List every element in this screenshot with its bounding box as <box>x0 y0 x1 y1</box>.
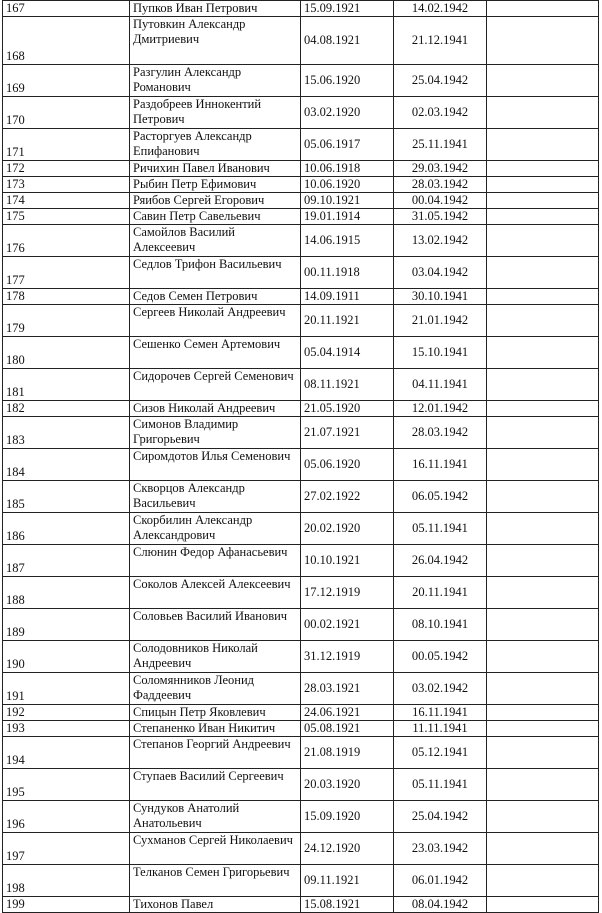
table-row <box>3 609 599 641</box>
birth-date: 15.09.1920 <box>301 801 394 833</box>
person-name: Спицын Петр Яковлевич <box>130 705 301 721</box>
row-number: 170 <box>3 97 130 129</box>
empty-cell <box>487 65 599 97</box>
table-body <box>3 1 599 913</box>
person-name: Симонов Владимир Григорьевич <box>130 417 301 449</box>
person-name: Седов Семен Петрович <box>130 289 301 305</box>
row-number: 193 <box>3 721 130 737</box>
death-date: 14.02.1942 <box>394 1 487 17</box>
person-name: Пупков Иван Петрович <box>130 1 301 17</box>
birth-date: 09.10.1921 <box>301 193 394 209</box>
row-number: 196 <box>3 801 130 833</box>
empty-cell <box>487 417 599 449</box>
person-name: Сиромдотов Илья Семенович <box>130 449 301 481</box>
death-date: 11.11.1941 <box>394 721 487 737</box>
birth-date: 24.06.1921 <box>301 705 394 721</box>
table-row <box>3 177 599 193</box>
table-row <box>3 737 599 769</box>
death-date: 28.03.1942 <box>394 177 487 193</box>
person-name: Седлов Трифон Васильевич <box>130 257 301 289</box>
birth-date: 21.05.1920 <box>301 401 394 417</box>
birth-date: 17.12.1919 <box>301 577 394 609</box>
birth-date: 09.11.1921 <box>301 865 394 897</box>
person-name: Телканов Семен Григорьевич <box>130 865 301 897</box>
table-row <box>3 193 599 209</box>
table-row <box>3 417 599 449</box>
row-number: 179 <box>3 305 130 337</box>
table-row <box>3 225 599 257</box>
table-row <box>3 97 599 129</box>
birth-date: 20.02.1920 <box>301 513 394 545</box>
empty-cell <box>487 257 599 289</box>
death-date: 08.04.1942 <box>394 897 487 913</box>
death-date: 20.11.1941 <box>394 577 487 609</box>
empty-cell <box>487 705 599 721</box>
empty-cell <box>487 289 599 305</box>
person-name: Ричихин Павел Иванович <box>130 161 301 177</box>
birth-date: 10.10.1921 <box>301 545 394 577</box>
table-row <box>3 897 599 913</box>
table-row <box>3 577 599 609</box>
empty-cell <box>487 17 599 65</box>
row-number: 182 <box>3 401 130 417</box>
person-name: Скорбилин Александр Александрович <box>130 513 301 545</box>
row-number: 197 <box>3 833 130 865</box>
death-date: 05.12.1941 <box>394 737 487 769</box>
death-date: 13.02.1942 <box>394 225 487 257</box>
row-number: 192 <box>3 705 130 721</box>
empty-cell <box>487 481 599 513</box>
birth-date: 31.12.1919 <box>301 641 394 673</box>
empty-cell <box>487 865 599 897</box>
person-name: Соколов Алексей Алексеевич <box>130 577 301 609</box>
birth-date: 27.02.1922 <box>301 481 394 513</box>
birth-date: 10.06.1920 <box>301 177 394 193</box>
empty-cell <box>487 1 599 17</box>
row-number: 175 <box>3 209 130 225</box>
row-number: 172 <box>3 161 130 177</box>
person-name: Солодовников Николай Андреевич <box>130 641 301 673</box>
row-number: 171 <box>3 129 130 161</box>
person-name: Соловьев Василий Иванович <box>130 609 301 641</box>
death-date: 25.04.1942 <box>394 801 487 833</box>
death-date: 06.05.1942 <box>394 481 487 513</box>
table-row <box>3 545 599 577</box>
person-name: Скворцов Александр Васильевич <box>130 481 301 513</box>
death-date: 16.11.1941 <box>394 449 487 481</box>
birth-date: 00.02.1921 <box>301 609 394 641</box>
table-row <box>3 209 599 225</box>
table-row <box>3 369 599 401</box>
table-row <box>3 705 599 721</box>
empty-cell <box>487 737 599 769</box>
empty-cell <box>487 337 599 369</box>
table-row <box>3 401 599 417</box>
birth-date: 15.06.1920 <box>301 65 394 97</box>
birth-date: 05.06.1917 <box>301 129 394 161</box>
birth-date: 14.06.1915 <box>301 225 394 257</box>
person-name: Сундуков Анатолий Анатольевич <box>130 801 301 833</box>
death-date: 25.11.1941 <box>394 129 487 161</box>
row-number: 174 <box>3 193 130 209</box>
empty-cell <box>487 305 599 337</box>
person-name: Степаненко Иван Никитич <box>130 721 301 737</box>
row-number: 199 <box>3 897 130 913</box>
birth-date: 20.03.1920 <box>301 769 394 801</box>
empty-cell <box>487 209 599 225</box>
row-number: 173 <box>3 177 130 193</box>
empty-cell <box>487 449 599 481</box>
birth-date: 04.08.1921 <box>301 17 394 65</box>
death-date: 30.10.1941 <box>394 289 487 305</box>
death-date: 26.04.1942 <box>394 545 487 577</box>
empty-cell <box>487 129 599 161</box>
death-date: 31.05.1942 <box>394 209 487 225</box>
table-row <box>3 257 599 289</box>
person-name: Расторгуев Александр Епифанович <box>130 129 301 161</box>
person-name: Разгулин Александр Романович <box>130 65 301 97</box>
person-name: Степанов Георгий Андреевич <box>130 737 301 769</box>
person-name: Ступаев Василий Сергеевич <box>130 769 301 801</box>
person-name: Сергеев Николай Андреевич <box>130 305 301 337</box>
empty-cell <box>487 225 599 257</box>
row-number: 181 <box>3 369 130 401</box>
birth-date: 00.11.1918 <box>301 257 394 289</box>
death-date: 21.12.1941 <box>394 17 487 65</box>
death-date: 06.01.1942 <box>394 865 487 897</box>
row-number: 188 <box>3 577 130 609</box>
table-row <box>3 801 599 833</box>
empty-cell <box>487 513 599 545</box>
row-number: 198 <box>3 865 130 897</box>
death-date: 23.03.1942 <box>394 833 487 865</box>
row-number: 190 <box>3 641 130 673</box>
empty-cell <box>487 193 599 209</box>
death-date: 04.11.1941 <box>394 369 487 401</box>
birth-date: 05.08.1921 <box>301 721 394 737</box>
person-name: Рыбин Петр Ефимович <box>130 177 301 193</box>
person-name: Соломянников Леонид Фаддеевич <box>130 673 301 705</box>
person-name: Путовкин Александр Дмитриевич <box>130 17 301 65</box>
death-date: 25.04.1942 <box>394 65 487 97</box>
empty-cell <box>487 161 599 177</box>
row-number: 195 <box>3 769 130 801</box>
empty-cell <box>487 897 599 913</box>
person-name: Ряибов Сергей Егорович <box>130 193 301 209</box>
empty-cell <box>487 673 599 705</box>
birth-date: 14.09.1911 <box>301 289 394 305</box>
table-row <box>3 641 599 673</box>
empty-cell <box>487 369 599 401</box>
table-row <box>3 721 599 737</box>
birth-date: 21.07.1921 <box>301 417 394 449</box>
death-date: 29.03.1942 <box>394 161 487 177</box>
table-row <box>3 305 599 337</box>
birth-date: 05.06.1920 <box>301 449 394 481</box>
birth-date: 03.02.1920 <box>301 97 394 129</box>
birth-date: 15.09.1921 <box>301 1 394 17</box>
death-date: 15.10.1941 <box>394 337 487 369</box>
death-date: 28.03.1942 <box>394 417 487 449</box>
row-number: 178 <box>3 289 130 305</box>
birth-date: 24.12.1920 <box>301 833 394 865</box>
row-number: 184 <box>3 449 130 481</box>
person-name: Слюнин Федор Афанасьевич <box>130 545 301 577</box>
birth-date: 20.11.1921 <box>301 305 394 337</box>
birth-date: 19.01.1914 <box>301 209 394 225</box>
row-number: 167 <box>3 1 130 17</box>
row-number: 176 <box>3 225 130 257</box>
empty-cell <box>487 801 599 833</box>
birth-date: 28.03.1921 <box>301 673 394 705</box>
table-row <box>3 481 599 513</box>
person-name: Сухманов Сергей Николаевич <box>130 833 301 865</box>
table-row <box>3 673 599 705</box>
birth-date: 05.04.1914 <box>301 337 394 369</box>
death-date: 16.11.1941 <box>394 705 487 721</box>
death-date: 05.11.1941 <box>394 513 487 545</box>
death-date: 03.04.1942 <box>394 257 487 289</box>
death-date: 12.01.1942 <box>394 401 487 417</box>
row-number: 185 <box>3 481 130 513</box>
person-name: Раздобреев Иннокентий Петрович <box>130 97 301 129</box>
table-row <box>3 129 599 161</box>
empty-cell <box>487 401 599 417</box>
person-name: Тихонов Павел <box>130 897 301 913</box>
table-row <box>3 513 599 545</box>
row-number: 191 <box>3 673 130 705</box>
table-row <box>3 289 599 305</box>
row-number: 183 <box>3 417 130 449</box>
row-number: 169 <box>3 65 130 97</box>
table-row <box>3 1 599 17</box>
row-number: 189 <box>3 609 130 641</box>
table-row <box>3 337 599 369</box>
row-number: 177 <box>3 257 130 289</box>
death-date: 08.10.1941 <box>394 609 487 641</box>
birth-date: 21.08.1919 <box>301 737 394 769</box>
empty-cell <box>487 97 599 129</box>
table-row <box>3 833 599 865</box>
empty-cell <box>487 641 599 673</box>
death-date: 00.05.1942 <box>394 641 487 673</box>
person-name: Савин Петр Савельевич <box>130 209 301 225</box>
empty-cell <box>487 545 599 577</box>
row-number: 186 <box>3 513 130 545</box>
row-number: 168 <box>3 17 130 65</box>
table-row <box>3 865 599 897</box>
empty-cell <box>487 833 599 865</box>
row-number: 180 <box>3 337 130 369</box>
person-name: Сешенко Семен Артемович <box>130 337 301 369</box>
row-number: 187 <box>3 545 130 577</box>
memorial-list-table <box>2 0 599 913</box>
birth-date: 15.08.1921 <box>301 897 394 913</box>
death-date: 05.11.1941 <box>394 769 487 801</box>
table-row <box>3 65 599 97</box>
empty-cell <box>487 177 599 193</box>
row-number: 194 <box>3 737 130 769</box>
death-date: 03.02.1942 <box>394 673 487 705</box>
person-name: Самойлов Василий Алексеевич <box>130 225 301 257</box>
death-date: 00.04.1942 <box>394 193 487 209</box>
empty-cell <box>487 609 599 641</box>
table-row <box>3 17 599 65</box>
birth-date: 10.06.1918 <box>301 161 394 177</box>
empty-cell <box>487 577 599 609</box>
table-row <box>3 161 599 177</box>
death-date: 21.01.1942 <box>394 305 487 337</box>
table-row <box>3 449 599 481</box>
empty-cell <box>487 721 599 737</box>
empty-cell <box>487 769 599 801</box>
birth-date: 08.11.1921 <box>301 369 394 401</box>
death-date: 02.03.1942 <box>394 97 487 129</box>
table-row <box>3 769 599 801</box>
person-name: Сизов Николай Андреевич <box>130 401 301 417</box>
person-name: Сидорочев Сергей Семенович <box>130 369 301 401</box>
